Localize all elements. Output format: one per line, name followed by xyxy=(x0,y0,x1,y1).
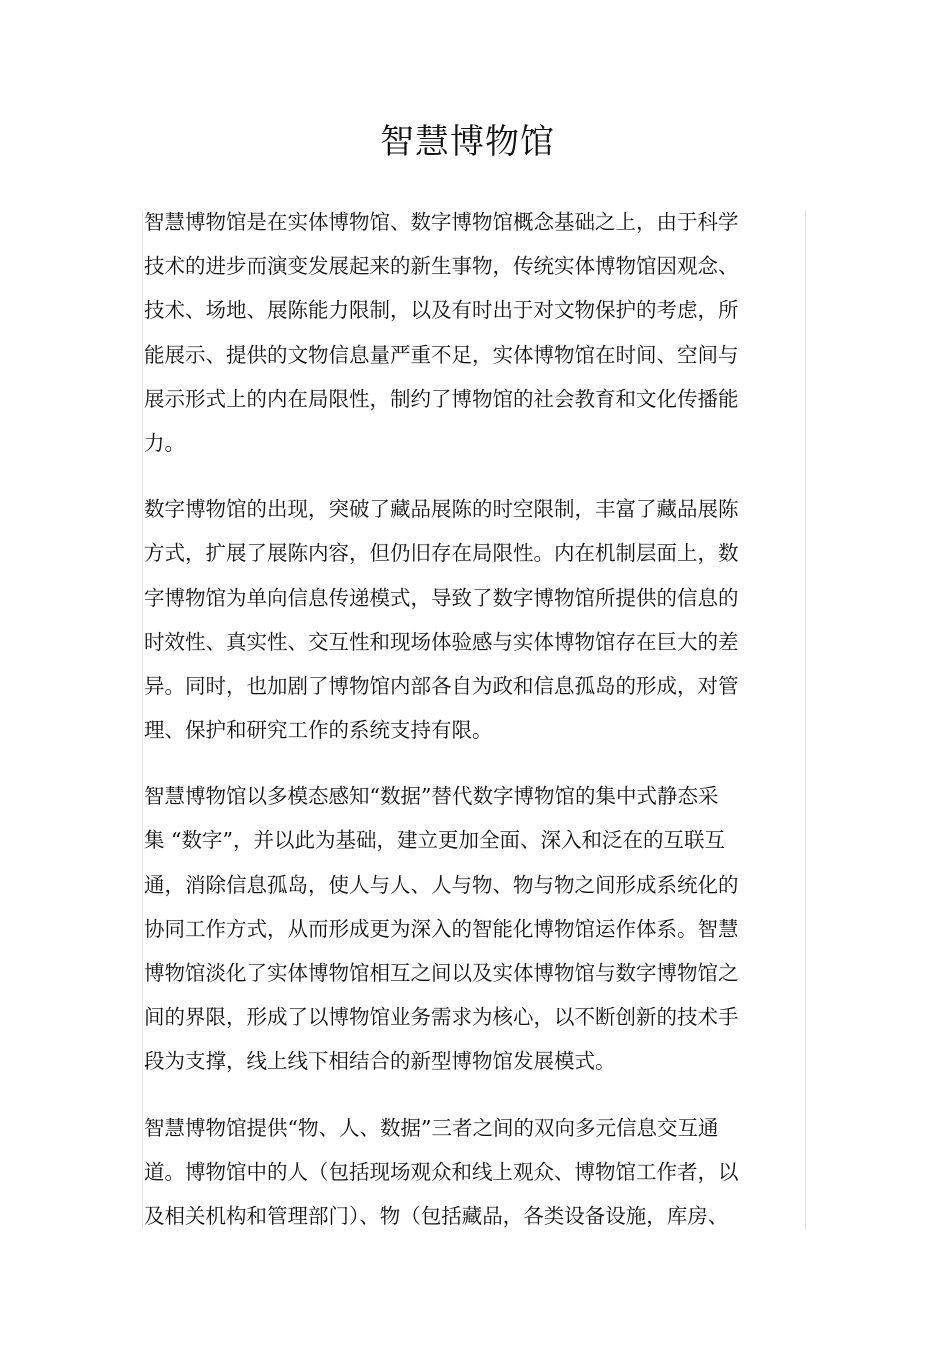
text-line: 间的界限，形成了以博物馆业务需求为核心，以不断创新的技术手 xyxy=(144,1005,739,1030)
text-line: 异。同时，也加剧了博物馆内部各自为政和信息孤岛的形成，对管 xyxy=(144,673,739,698)
text-line: 力。 xyxy=(144,430,185,455)
document-body xyxy=(144,200,766,1260)
text-line: 博物馆淡化了实体博物馆相互之间以及实体博物馆与数字博物馆之 xyxy=(144,961,739,985)
text-line: 数字博物馆的出现，突破了藏品展陈的时空限制，丰富了藏品展陈 xyxy=(144,497,739,522)
paragraph-3 xyxy=(144,774,766,1083)
text-line: 理、保护和研究工作的系统支持有限。 xyxy=(144,718,493,743)
text-line: 智慧博物馆提供“物、人、数据”三者之间的双向多元信息交互通 xyxy=(144,1115,719,1140)
text-line: 技术的进步而演变发展起来的新生事物，传统实体博物馆因观念、 xyxy=(144,254,739,279)
text-line: 集 “数字”，并以此为基础，建立更加全面、深入和泛在的互联互 xyxy=(144,828,725,853)
text-line: 智慧博物馆是在实体博物馆、数字博物馆概念基础之上，由于科学 xyxy=(144,210,739,234)
text-line: 道。博物馆中的人（包括现场观众和线上观众、博物馆工作者，以 xyxy=(144,1159,739,1184)
text-line: 智慧博物馆以多模态感知“数据”替代数字博物馆的集中式静态采 xyxy=(144,784,719,809)
text-line: 时效性、真实性、交互性和现场体验感与实体博物馆存在巨大的差 xyxy=(144,629,739,654)
text-line: 及相关机构和管理部门）、物（包括藏品，各类设备设施，库房、 xyxy=(144,1203,729,1228)
text-line: 展示形式上的内在局限性，制约了博物馆的社会教育和文化传播能 xyxy=(144,386,739,411)
paragraph-2 xyxy=(144,487,766,752)
text-line: 段为支撑，线上线下相结合的新型博物馆发展模式。 xyxy=(144,1049,616,1074)
text-line: 方式，扩展了展陈内容，但仍旧存在局限性。内在机制层面上，数 xyxy=(144,541,739,566)
page-title: 智慧博物馆 xyxy=(380,122,555,162)
text-line: 通，消除信息孤岛，使人与人、人与物、物与物之间形成系统化的 xyxy=(144,872,739,897)
text-line: 能展示、提供的文物信息量严重不足，实体博物馆在时间、空间与 xyxy=(144,342,739,367)
text-line: 字博物馆为单向信息传递模式，导致了数字博物馆所提供的信息的 xyxy=(144,585,739,610)
text-line: 技术、场地、展陈能力限制，以及有时出于对文物保护的考虑，所 xyxy=(144,298,739,323)
paragraph-1 xyxy=(144,200,766,465)
paragraph-4 xyxy=(144,1106,766,1239)
text-line: 协同工作方式，从而形成更为深入的智能化博物馆运作体系。智慧 xyxy=(144,916,739,941)
